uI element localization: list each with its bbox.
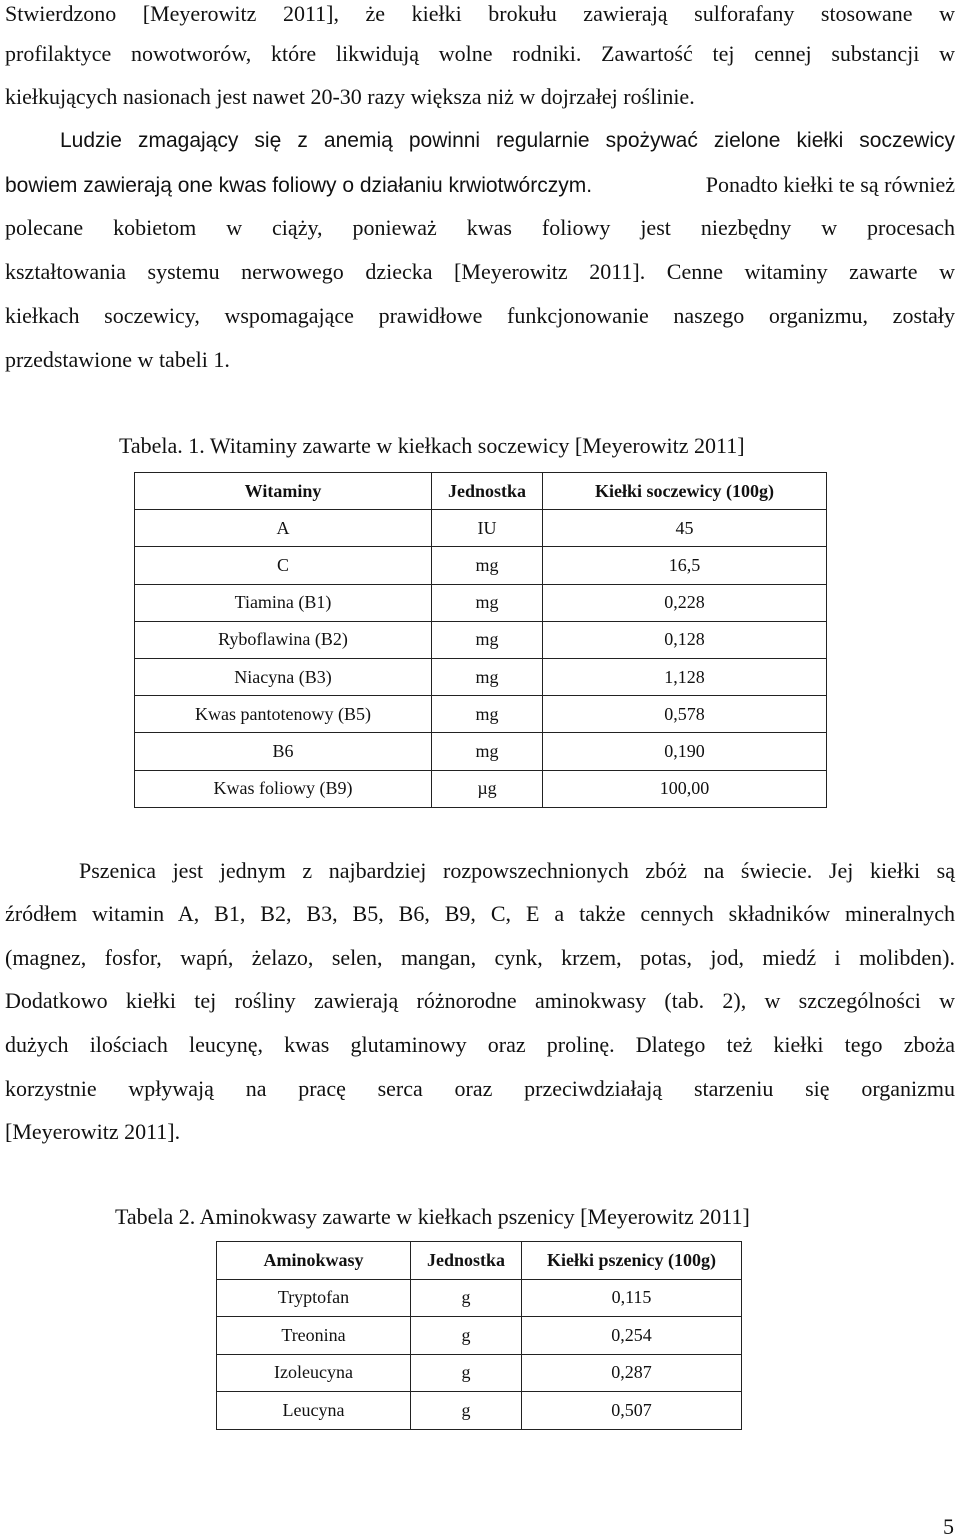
table-header-cell: Aminokwasy	[217, 1242, 411, 1280]
table-cell: 0,115	[522, 1279, 742, 1317]
table-cell: 0,287	[522, 1354, 742, 1392]
page-number: 5	[943, 1514, 954, 1539]
table-cell: B6	[135, 733, 432, 770]
table-cell: Ryboflawina (B2)	[135, 621, 432, 658]
text-line: źródłem witamin A, B1, B2, B3, B5, B6, B9, C, E a także cennych składników mineralnych	[5, 901, 955, 926]
table-cell: mg	[432, 621, 543, 658]
table-cell: g	[411, 1317, 522, 1355]
text-line: Dodatkowo kiełki tej rośliny zawierają różnorodne aminokwasy (tab. 2), w szczególności w	[5, 988, 955, 1013]
table-cell: 100,00	[543, 770, 827, 807]
table-header-cell: Jednostka	[432, 473, 543, 510]
table2-caption: Tabela 2. Aminokwasy zawarte w kiełkach pszenicy [Meyerowitz 2011]	[115, 1204, 750, 1229]
table-header-cell: Kiełki soczewicy (100g)	[543, 473, 827, 510]
text-line	[5, 172, 955, 199]
table-row	[217, 1354, 742, 1392]
table-cell: Tryptofan	[217, 1279, 411, 1317]
text-line: kiełkach soczewicy, wspomagające prawidłowe funkcjonowanie naszego organizmu, zostały	[5, 303, 955, 328]
table-cell: Kwas foliowy (B9)	[135, 770, 432, 807]
table-cell: Kwas pantotenowy (B5)	[135, 696, 432, 733]
table-row	[217, 1317, 742, 1355]
table-header-row	[217, 1242, 742, 1280]
text-line: dużych ilościach leucynę, kwas glutaminowy oraz prolinę. Dlatego też kiełki tego zboża	[5, 1032, 955, 1057]
table-cell: Izoleucyna	[217, 1354, 411, 1392]
table-header-cell: Jednostka	[411, 1242, 522, 1280]
table-cell: 0,254	[522, 1317, 742, 1355]
table-row	[217, 1392, 742, 1430]
table-cell: C	[135, 547, 432, 584]
table-cell: mg	[432, 696, 543, 733]
text-segment: bowiem zawierają one kwas foliowy o działaniu krwiotwórczym.	[5, 174, 593, 197]
text-line: kształtowania systemu nerwowego dziecka [Meyerowitz 2011]. Cenne witaminy zawarte w	[5, 259, 955, 284]
table-cell: mg	[432, 584, 543, 621]
table-row	[135, 584, 827, 621]
text-line: przedstawione w tabeli 1.	[5, 347, 230, 372]
table-header-cell: Kiełki pszenicy (100g)	[522, 1242, 742, 1280]
table-row	[135, 770, 827, 807]
table-header-row	[135, 473, 827, 510]
table-row	[135, 733, 827, 770]
amino-acids-table	[216, 1241, 742, 1430]
text-line: Pszenica jest jednym z najbardziej rozpowszechnionych zbóż na świecie. Jej kiełki są	[79, 858, 955, 883]
table-cell: A	[135, 510, 432, 547]
table-row	[135, 696, 827, 733]
table-cell: g	[411, 1392, 522, 1430]
table-cell: g	[411, 1354, 522, 1392]
table-cell: mg	[432, 658, 543, 695]
text-line: Stwierdzono [Meyerowitz 2011], że kiełki brokułu zawierają sulforafany stosowane w	[5, 1, 955, 26]
text-line: Ludzie zmagający się z anemią powinni regularnie spożywać zielone kiełki soczewicy	[60, 129, 955, 152]
table-cell: 0,578	[543, 696, 827, 733]
table-cell: 1,128	[543, 658, 827, 695]
text-line: kiełkujących nasionach jest nawet 20-30 razy większa niż w dojrzałej roślinie.	[5, 84, 695, 109]
table-cell: Niacyna (B3)	[135, 658, 432, 695]
text-line: korzystnie wpływają na pracę serca oraz przeciwdziałają starzeniu się organizmu	[5, 1076, 955, 1101]
table-cell: 0,507	[522, 1392, 742, 1430]
text-segment: Ponadto kiełki te są również	[705, 172, 955, 197]
table-cell: 0,190	[543, 733, 827, 770]
table-cell: 0,128	[543, 621, 827, 658]
text-line: polecane kobietom w ciąży, ponieważ kwas foliowy jest niezbędny w procesach	[5, 215, 955, 240]
table-cell: g	[411, 1279, 522, 1317]
table-cell: mg	[432, 547, 543, 584]
vitamins-table	[134, 472, 827, 808]
table-cell: µg	[432, 770, 543, 807]
table-row	[135, 547, 827, 584]
table-cell: Treonina	[217, 1317, 411, 1355]
table-row	[135, 621, 827, 658]
table-row	[135, 658, 827, 695]
table-cell: Leucyna	[217, 1392, 411, 1430]
table-cell: 16,5	[543, 547, 827, 584]
table1-caption: Tabela. 1. Witaminy zawarte w kiełkach soczewicy [Meyerowitz 2011]	[119, 433, 745, 458]
table-cell: mg	[432, 733, 543, 770]
table-row	[135, 510, 827, 547]
table-cell: 0,228	[543, 584, 827, 621]
table-cell: Tiamina (B1)	[135, 584, 432, 621]
text-line: (magnez, fosfor, wapń, żelazo, selen, mangan, cynk, krzem, potas, jod, miedź i molibden).	[5, 945, 955, 970]
table-header-cell: Witaminy	[135, 473, 432, 510]
text-line: profilaktyce nowotworów, które likwidują wolne rodniki. Zawartość tej cennej substancji w	[5, 41, 955, 66]
table-cell: IU	[432, 510, 543, 547]
table-cell: 45	[543, 510, 827, 547]
table-row	[217, 1279, 742, 1317]
text-line: [Meyerowitz 2011].	[5, 1119, 181, 1144]
